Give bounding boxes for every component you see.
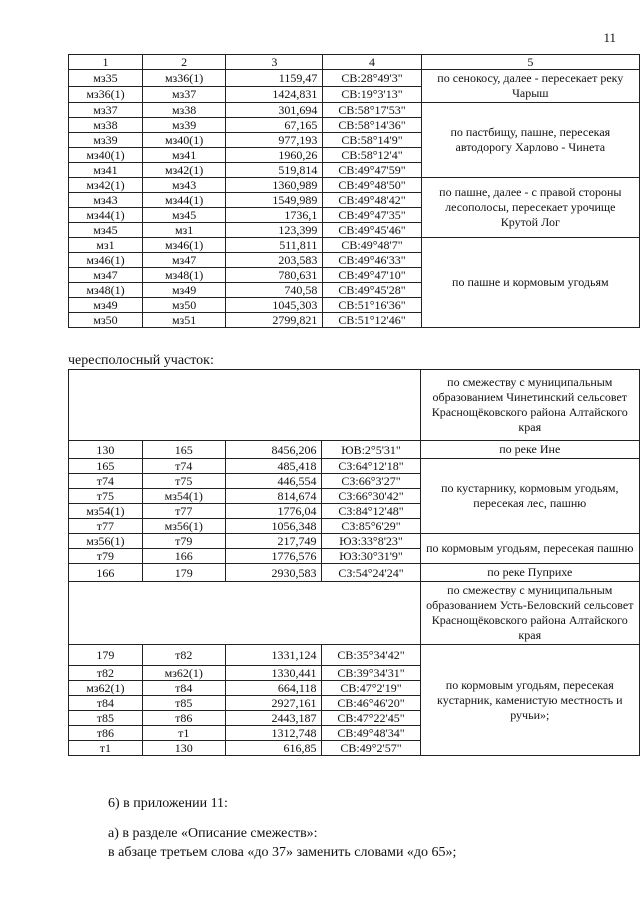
table-cell: т82 (69, 666, 143, 681)
table-row (69, 459, 640, 474)
table-cell: мз43 (69, 193, 143, 208)
table-cell: мз40(1) (69, 148, 143, 163)
table-cell: т85 (69, 711, 143, 726)
table-cell: 203,583 (226, 253, 323, 268)
table-cell: 2 (142, 55, 225, 70)
table-cell: мз51 (142, 313, 225, 328)
table-cell: т85 (142, 696, 225, 711)
table-cell: мз38 (69, 118, 143, 133)
table-row (69, 238, 640, 253)
table-cell: 1360,989 (226, 178, 323, 193)
table-cell: мз44(1) (69, 208, 143, 223)
table-cell: СВ:49°48'34" (322, 726, 420, 741)
table-cell: мз40(1) (142, 133, 225, 148)
table-cell: мз42(1) (142, 163, 225, 178)
table-cell: мз62(1) (142, 666, 225, 681)
boundary-table-main (68, 54, 640, 328)
table-cell: СВ:49°48'42" (323, 193, 421, 208)
table-cell: 814,674 (225, 489, 322, 504)
table-cell: т86 (142, 711, 225, 726)
table-cell: СВ:49°48'7" (323, 238, 421, 253)
table-cell: СВ:28°49'3" (323, 70, 421, 87)
description-cell: по пашне и кормовым угодьям (421, 238, 639, 328)
description-cell: по кустарнику, кормовым угодьям, пересекая лес, пашню (420, 459, 639, 534)
table-cell: 165 (142, 441, 225, 459)
description-cell: по пашне, далее - с правой стороны лесополосы, пересекает урочище Крутой Лог (421, 178, 639, 238)
table-row (69, 178, 640, 193)
table-cell: мз50 (69, 313, 143, 328)
table-cell: мз37 (69, 103, 143, 118)
table-cell: 1045,303 (226, 298, 323, 313)
adjacency-header: по смежеству с муниципальным образованием Усть-Беловский сельсовет Краснощёковского района Алтайского края (420, 582, 639, 645)
table-cell: мз41 (69, 163, 143, 178)
table-cell: СВ:49°2'57" (322, 741, 420, 756)
table-cell: мз49 (142, 283, 225, 298)
table-cell: 780,631 (226, 268, 323, 283)
table-cell: мз46(1) (142, 238, 225, 253)
table-cell: СВ:47°2'19" (322, 681, 420, 696)
table-cell: т1 (142, 726, 225, 741)
table-cell: 740,58 (226, 283, 323, 298)
table-cell: т82 (142, 645, 225, 666)
table-cell: 446,554 (225, 474, 322, 489)
table-cell: СВ:49°47'59" (323, 163, 421, 178)
table-cell (69, 370, 421, 441)
table-cell: СЗ:66°30'42" (322, 489, 420, 504)
table-cell: мз39 (69, 133, 143, 148)
table-cell: 1776,04 (225, 504, 322, 519)
table-cell: мз35 (69, 70, 143, 87)
table-cell: мз48(1) (69, 283, 143, 298)
table-cell: ЮЗ:30°31'9" (322, 549, 420, 564)
table-cell: мз47 (69, 268, 143, 283)
table-cell: СВ:49°47'35" (323, 208, 421, 223)
table-cell: СВ:49°48'50" (323, 178, 421, 193)
table-cell: мз41 (142, 148, 225, 163)
table-row (69, 645, 640, 666)
table-cell (69, 582, 421, 645)
table-cell: т75 (69, 489, 143, 504)
table-cell: СВ:46°46'20" (322, 696, 420, 711)
table-cell: мз36(1) (69, 86, 143, 103)
table-cell: мз56(1) (69, 534, 143, 549)
table-cell: мз54(1) (142, 489, 225, 504)
table-row (69, 370, 640, 441)
table-cell: 130 (69, 441, 143, 459)
table-row (69, 103, 640, 118)
table-cell: т77 (69, 519, 143, 534)
table-cell: 179 (69, 645, 143, 666)
table-cell: СВ:19°3'13" (323, 86, 421, 103)
table-cell: мз36(1) (142, 70, 225, 87)
table-cell: т77 (142, 504, 225, 519)
table-cell: 5 (421, 55, 639, 70)
table-cell: мз46(1) (69, 253, 143, 268)
table-cell: СЗ:84°12'48" (322, 504, 420, 519)
table-row (69, 564, 640, 582)
description-cell: по пастбищу, пашне, пересекая автодорогу Харлово - Чинета (421, 103, 639, 178)
table-cell: 1056,348 (225, 519, 322, 534)
table-cell: мз43 (142, 178, 225, 193)
table-cell: 166 (69, 564, 143, 582)
table-row (69, 534, 640, 549)
table-cell: т1 (69, 741, 143, 756)
table-cell: 217,749 (225, 534, 322, 549)
table-cell: СВ:51°12'46" (323, 313, 421, 328)
paragraph-subitem-a: а) в разделе «Описание смежеств»: (108, 826, 318, 841)
table-cell: 2930,583 (225, 564, 322, 582)
table-cell: СВ:39°34'31" (322, 666, 420, 681)
description-cell: по сенокосу, далее - пересекает реку Чарыш (421, 70, 639, 103)
table-cell: мз1 (69, 238, 143, 253)
table-cell: т79 (142, 534, 225, 549)
table-cell: 67,165 (226, 118, 323, 133)
table-row (69, 441, 640, 459)
table-cell: 1331,124 (225, 645, 322, 666)
description-cell: по реке Пуприхе (420, 564, 639, 582)
table-cell: СЗ:64°12'18" (322, 459, 420, 474)
boundary-table-strip (68, 369, 640, 756)
table-cell: 2799,821 (226, 313, 323, 328)
table-cell: 664,118 (225, 681, 322, 696)
table-cell: 165 (69, 459, 143, 474)
table-cell: мз47 (142, 253, 225, 268)
description-cell: по кормовым угодьям, пересекая кустарник, каменистую местность и ручьи»; (420, 645, 639, 756)
table-cell: 2443,187 (225, 711, 322, 726)
table-cell: 616,85 (225, 741, 322, 756)
table-cell: мз50 (142, 298, 225, 313)
table-cell: мз45 (142, 208, 225, 223)
table-cell: т74 (142, 459, 225, 474)
table-cell: 123,399 (226, 223, 323, 238)
table-cell: 511,811 (226, 238, 323, 253)
table-cell: СВ:58°14'9" (323, 133, 421, 148)
table-cell: 1 (69, 55, 143, 70)
table-cell: СВ:58°14'36" (323, 118, 421, 133)
table-cell: т75 (142, 474, 225, 489)
table-row (69, 582, 640, 645)
table-cell: 1330,441 (225, 666, 322, 681)
table-cell: СЗ:54°24'24" (322, 564, 420, 582)
table-cell: т79 (69, 549, 143, 564)
description-cell: по реке Ине (420, 441, 639, 459)
table-cell: мз38 (142, 103, 225, 118)
table-row (69, 55, 640, 70)
table-cell: ЮЗ:33°8'23" (322, 534, 420, 549)
table-cell: мз37 (142, 86, 225, 103)
table-cell: мз48(1) (142, 268, 225, 283)
table-cell: 1736,1 (226, 208, 323, 223)
table-cell: мз42(1) (69, 178, 143, 193)
table-cell: 519,814 (226, 163, 323, 178)
table-cell: СВ:51°16'36" (323, 298, 421, 313)
table-cell: 166 (142, 549, 225, 564)
table-cell: мз39 (142, 118, 225, 133)
table-cell: ЮВ:2°5'31" (322, 441, 420, 459)
table-cell: мз62(1) (69, 681, 143, 696)
table-cell: т86 (69, 726, 143, 741)
table-cell: 1960,26 (226, 148, 323, 163)
table-cell: СЗ:66°3'27" (322, 474, 420, 489)
table-cell: СВ:49°45'46" (323, 223, 421, 238)
table-cell: СВ:58°17'53" (323, 103, 421, 118)
table-cell: т84 (69, 696, 143, 711)
table-cell: СВ:49°46'33" (323, 253, 421, 268)
table-cell: мз1 (142, 223, 225, 238)
adjacency-header: по смежеству с муниципальным образованием Чинетинский сельсовет Краснощёковского района Алтайского края (420, 370, 639, 441)
table-cell: СВ:49°45'28" (323, 283, 421, 298)
table-cell: мз54(1) (69, 504, 143, 519)
table-cell: 301,694 (226, 103, 323, 118)
description-cell: по кормовым угодьям, пересекая пашню (420, 534, 639, 564)
table-cell: 1776,576 (225, 549, 322, 564)
table-cell: 3 (226, 55, 323, 70)
table-cell: 4 (323, 55, 421, 70)
table-cell: 130 (142, 741, 225, 756)
table-cell: СВ:35°34'42" (322, 645, 420, 666)
table-cell: СЗ:85°6'29" (322, 519, 420, 534)
paragraph-replace-text: в абзаце третьем слова «до 37» заменить словами «до 65»; (108, 845, 457, 860)
table-cell: 977,193 (226, 133, 323, 148)
table-cell: 179 (142, 564, 225, 582)
table-cell: 1159,47 (226, 70, 323, 87)
page-number: 11 (603, 30, 616, 45)
table-cell: 1424,831 (226, 86, 323, 103)
paragraph-item-6: 6) в приложении 11: (108, 796, 228, 811)
table-cell: т74 (69, 474, 143, 489)
table-cell: СВ:47°22'45" (322, 711, 420, 726)
table-cell: 485,418 (225, 459, 322, 474)
table-row (69, 70, 640, 87)
table-cell: мз49 (69, 298, 143, 313)
table-cell: 2927,161 (225, 696, 322, 711)
table-cell: мз45 (69, 223, 143, 238)
table-cell: 1549,989 (226, 193, 323, 208)
section-label: чересполосный участок: (68, 353, 214, 368)
table-cell: СВ:49°47'10" (323, 268, 421, 283)
table-cell: мз56(1) (142, 519, 225, 534)
table-cell: мз44(1) (142, 193, 225, 208)
table-cell: 1312,748 (225, 726, 322, 741)
table-cell: СВ:58°12'4" (323, 148, 421, 163)
table-cell: т84 (142, 681, 225, 696)
table-cell: 8456,206 (225, 441, 322, 459)
